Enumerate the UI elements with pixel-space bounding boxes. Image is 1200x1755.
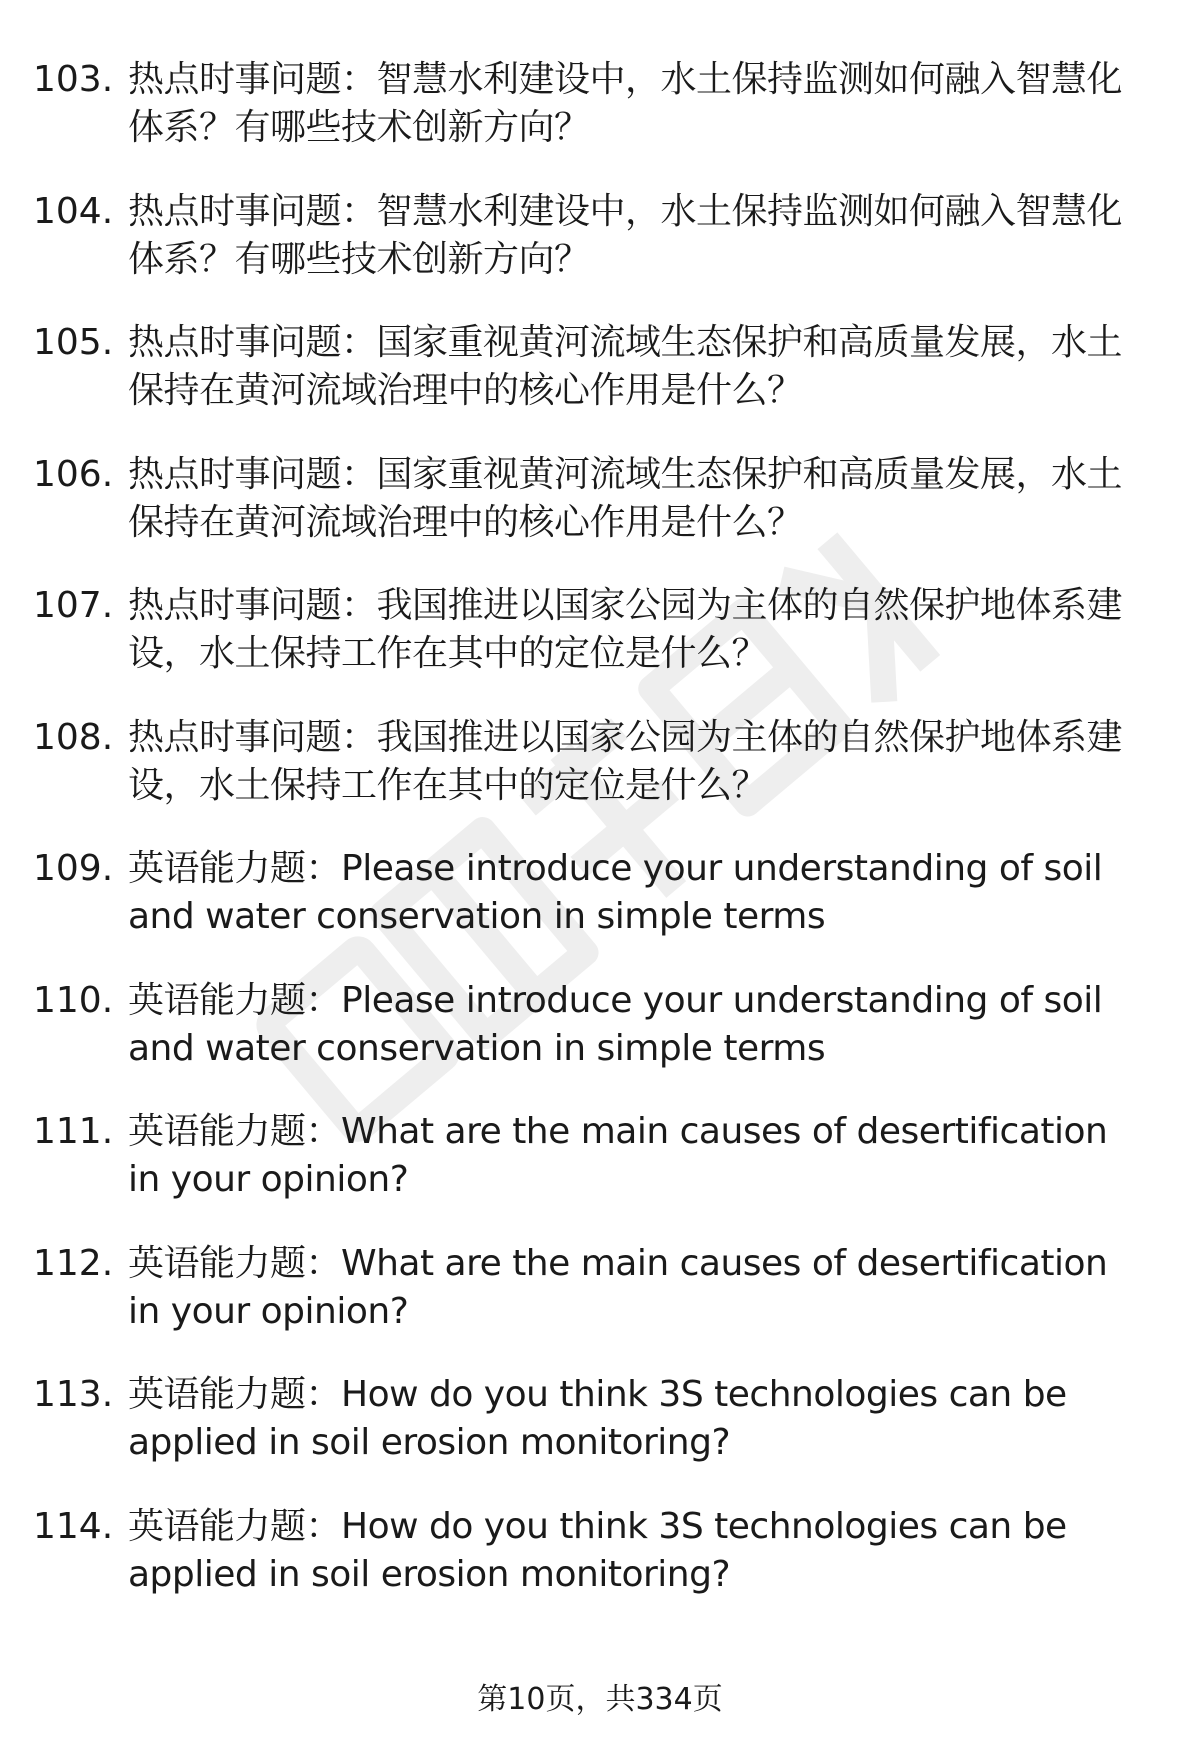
question-item [0, 1503, 1200, 1635]
question-text: 英语能力题：What are the main causes of desertification in your opinion? [128, 1111, 1108, 1200]
question-number: 106. [33, 453, 114, 495]
question-number: 103. [33, 59, 114, 100]
question-list [0, 56, 1200, 1634]
page-number-footer: 第10页，共334页 [477, 1682, 723, 1717]
question-text: 热点时事问题：我国推进以国家公园为主体的自然保护地体系建设，水土保持工作在其中的定位是什么？ [128, 716, 1123, 806]
question-number: 111. [33, 1111, 114, 1152]
question-text: 热点时事问题：国家重视黄河流域生态保护和高质量发展，水土保持在黄河流域治理中的核心作用是什么？ [128, 322, 1123, 411]
question-item [0, 319, 1200, 451]
question-text: 英语能力题：Please introduce your understanding of soil and water conservation in simple terms [128, 979, 1103, 1069]
question-item [0, 582, 1200, 714]
question-item [0, 56, 1200, 188]
question-number: 107. [33, 585, 114, 626]
question-item [0, 845, 1200, 977]
question-item [0, 1371, 1200, 1503]
question-item [0, 1240, 1200, 1372]
question-number: 109. [33, 848, 114, 889]
question-item [0, 714, 1200, 846]
question-text: 英语能力题：Please introduce your understanding of soil and water conservation in simple terms [128, 848, 1103, 937]
question-text: 热点时事问题：智慧水利建设中，水土保持监测如何融入智慧化体系？有哪些技术创新方向？ [128, 190, 1123, 280]
question-text: 热点时事问题：我国推进以国家公园为主体的自然保护地体系建设，水土保持工作在其中的定位是什么？ [128, 585, 1123, 674]
question-number: 112. [33, 1242, 114, 1284]
question-item [0, 1108, 1200, 1240]
question-text: 英语能力题：How do you think 3S technologies can be applied in soil erosion monitoring? [128, 1505, 1067, 1595]
question-text: 热点时事问题：智慧水利建设中，水土保持监测如何融入智慧化体系？有哪些技术创新方向？ [128, 59, 1123, 148]
question-number: 104. [33, 190, 114, 232]
question-number: 110. [33, 979, 114, 1021]
question-number: 113. [33, 1374, 114, 1415]
question-text: 英语能力题：How do you think 3S technologies can be applied in soil erosion monitoring? [128, 1374, 1067, 1463]
question-item [0, 188, 1200, 320]
question-number: 105. [33, 322, 114, 363]
question-item [0, 451, 1200, 583]
question-text: 热点时事问题：国家重视黄河流域生态保护和高质量发展，水土保持在黄河流域治理中的核心作用是什么？ [128, 453, 1123, 543]
question-item [0, 977, 1200, 1109]
question-text: 英语能力题：What are the main causes of desertification in your opinion? [128, 1242, 1108, 1332]
question-number: 108. [33, 716, 114, 758]
question-number: 114. [33, 1505, 114, 1547]
